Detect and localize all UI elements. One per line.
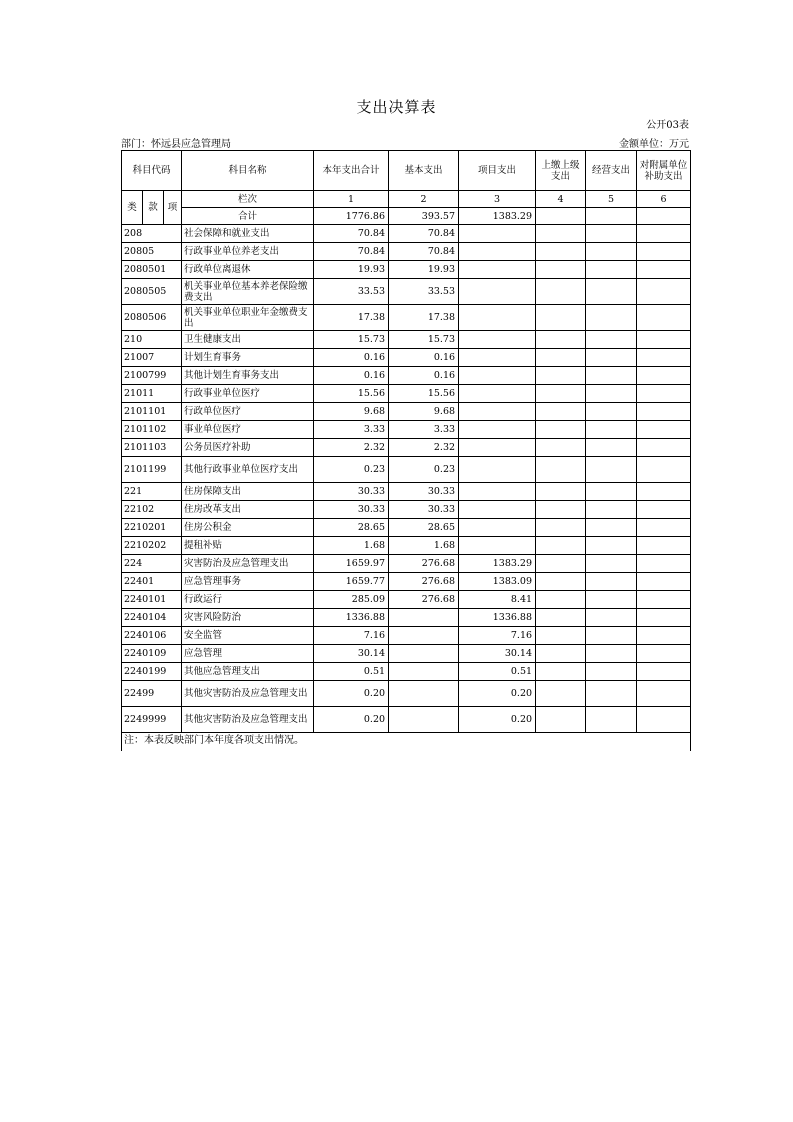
subject-code: 2101103: [122, 439, 182, 457]
table-row: [122, 367, 691, 385]
subject-name: 住房改革支出: [182, 501, 314, 519]
table-row: [122, 261, 691, 279]
column-number-5: 5: [586, 191, 637, 208]
amount-subsidiary: [637, 421, 691, 439]
amount-project: 8.41: [459, 591, 536, 609]
amount-project: [459, 331, 536, 349]
amount-business: [586, 501, 637, 519]
table-row: [122, 663, 691, 681]
amount-total: 30.14: [314, 645, 389, 663]
amount-project: [459, 225, 536, 243]
table-row: [122, 681, 691, 707]
subject-name: 灾害防治及应急管理支出: [182, 555, 314, 573]
amount-total: 1336.88: [314, 609, 389, 627]
amount-project: [459, 421, 536, 439]
amount-project: 1383.29: [459, 555, 536, 573]
amount-total: 1659.97: [314, 555, 389, 573]
amount-basic: 2.32: [389, 439, 459, 457]
amount-project: [459, 349, 536, 367]
table-row: [122, 225, 691, 243]
sum-project: 1383.29: [459, 208, 536, 225]
amount-project: 0.20: [459, 681, 536, 707]
subject-name: 机关事业单位基本养老保险缴费支出: [182, 279, 314, 305]
table-row: [122, 385, 691, 403]
amount-project: [459, 385, 536, 403]
subject-code: 2080501: [122, 261, 182, 279]
amount-subsidiary: [637, 645, 691, 663]
amount-business: [586, 537, 637, 555]
amount-subsidiary: [637, 225, 691, 243]
subject-code: 2240199: [122, 663, 182, 681]
header-basic: 基本支出: [389, 151, 459, 191]
amount-basic: 19.93: [389, 261, 459, 279]
subject-name: 计划生育事务: [182, 349, 314, 367]
amount-subsidiary: [637, 403, 691, 421]
subject-name: 公务员医疗补助: [182, 439, 314, 457]
column-label: 栏次: [182, 191, 314, 208]
amount-business: [586, 349, 637, 367]
subject-name: 安全监管: [182, 627, 314, 645]
amount-upper: [536, 279, 586, 305]
subject-code: 221: [122, 483, 182, 501]
amount-business: [586, 421, 637, 439]
table-row: [122, 609, 691, 627]
subject-code: 2101101: [122, 403, 182, 421]
amount-basic: 0.16: [389, 367, 459, 385]
amount-subsidiary: [637, 483, 691, 501]
header-upper: 上缴上级支出: [536, 151, 586, 191]
subject-name: 行政运行: [182, 591, 314, 609]
amount-business: [586, 573, 637, 591]
amount-subsidiary: [637, 243, 691, 261]
amount-upper: [536, 537, 586, 555]
amount-business: [586, 243, 637, 261]
table-row: [122, 421, 691, 439]
sum-business: [586, 208, 637, 225]
amount-business: [586, 457, 637, 483]
subject-name: 应急管理: [182, 645, 314, 663]
amount-project: [459, 367, 536, 385]
amount-basic: 0.16: [389, 349, 459, 367]
subject-code: 224: [122, 555, 182, 573]
amount-upper: [536, 645, 586, 663]
amount-project: [459, 305, 536, 331]
amount-total: 1.68: [314, 537, 389, 555]
subject-code: 2101199: [122, 457, 182, 483]
amount-unit-label: 金额单位：万元: [619, 139, 689, 150]
table-row: [122, 645, 691, 663]
amount-basic: [389, 627, 459, 645]
amount-subsidiary: [637, 537, 691, 555]
note-row: [122, 733, 691, 751]
amount-upper: [536, 261, 586, 279]
amount-subsidiary: [637, 609, 691, 627]
amount-basic: 17.38: [389, 305, 459, 331]
amount-subsidiary: [637, 573, 691, 591]
amount-total: 0.51: [314, 663, 389, 681]
amount-subsidiary: [637, 681, 691, 707]
amount-total: 3.33: [314, 421, 389, 439]
amount-project: [459, 439, 536, 457]
amount-business: [586, 305, 637, 331]
amount-basic: 70.84: [389, 225, 459, 243]
amount-business: [586, 555, 637, 573]
table-row: [122, 591, 691, 609]
subject-code: 2080506: [122, 305, 182, 331]
column-number-6: 6: [637, 191, 691, 208]
amount-basic: 3.33: [389, 421, 459, 439]
amount-business: [586, 609, 637, 627]
amount-total: 2.32: [314, 439, 389, 457]
table-row: [122, 519, 691, 537]
column-number-row: [122, 191, 691, 208]
amount-total: 0.20: [314, 707, 389, 733]
amount-business: [586, 403, 637, 421]
amount-total: 30.33: [314, 483, 389, 501]
subject-code: 2210202: [122, 537, 182, 555]
amount-project: 0.20: [459, 707, 536, 733]
page-title: 支出决算表: [356, 98, 437, 116]
amount-business: [586, 385, 637, 403]
amount-basic: 70.84: [389, 243, 459, 261]
amount-basic: 30.33: [389, 501, 459, 519]
amount-project: [459, 457, 536, 483]
column-number-4: 4: [536, 191, 586, 208]
amount-project: [459, 279, 536, 305]
header-name: 科目名称: [182, 151, 314, 191]
expenditure-table: [121, 150, 691, 751]
table-row: [122, 279, 691, 305]
amount-basic: 15.73: [389, 331, 459, 349]
amount-business: [586, 645, 637, 663]
amount-upper: [536, 483, 586, 501]
header-row: [122, 151, 691, 191]
amount-business: [586, 663, 637, 681]
sum-total: 1776.86: [314, 208, 389, 225]
subject-code: 21011: [122, 385, 182, 403]
subject-name: 提租补贴: [182, 537, 314, 555]
header-xiang: 项: [164, 191, 182, 225]
table-row: [122, 403, 691, 421]
table-row: [122, 331, 691, 349]
amount-basic: 15.56: [389, 385, 459, 403]
table-row: [122, 573, 691, 591]
amount-subsidiary: [637, 349, 691, 367]
amount-subsidiary: [637, 305, 691, 331]
subject-name: 其他灾害防治及应急管理支出: [182, 681, 314, 707]
amount-business: [586, 439, 637, 457]
amount-upper: [536, 421, 586, 439]
header-code: 科目代码: [122, 151, 182, 191]
amount-basic: [389, 609, 459, 627]
amount-upper: [536, 243, 586, 261]
subject-name: 住房公积金: [182, 519, 314, 537]
subject-code: 208: [122, 225, 182, 243]
subject-code: 2240104: [122, 609, 182, 627]
sum-upper: [536, 208, 586, 225]
amount-project: [459, 243, 536, 261]
amount-subsidiary: [637, 663, 691, 681]
amount-total: 70.84: [314, 225, 389, 243]
subject-name: 其他应急管理支出: [182, 663, 314, 681]
subject-code: 210: [122, 331, 182, 349]
amount-upper: [536, 609, 586, 627]
table-row: [122, 439, 691, 457]
header-business: 经营支出: [586, 151, 637, 191]
table-row: [122, 537, 691, 555]
amount-business: [586, 681, 637, 707]
amount-total: 7.16: [314, 627, 389, 645]
amount-upper: [536, 225, 586, 243]
header-project: 项目支出: [459, 151, 536, 191]
amount-total: 19.93: [314, 261, 389, 279]
amount-subsidiary: [637, 627, 691, 645]
amount-business: [586, 519, 637, 537]
subject-name: 应急管理事务: [182, 573, 314, 591]
column-number-3: 3: [459, 191, 536, 208]
subject-name: 事业单位医疗: [182, 421, 314, 439]
amount-basic: 276.68: [389, 591, 459, 609]
amount-subsidiary: [637, 367, 691, 385]
amount-total: 15.56: [314, 385, 389, 403]
amount-business: [586, 261, 637, 279]
amount-project: 7.16: [459, 627, 536, 645]
amount-business: [586, 367, 637, 385]
subject-name: 住房保障支出: [182, 483, 314, 501]
amount-upper: [536, 573, 586, 591]
amount-subsidiary: [637, 555, 691, 573]
sum-label: 合计: [182, 208, 314, 225]
amount-subsidiary: [637, 457, 691, 483]
amount-basic: 0.23: [389, 457, 459, 483]
subject-code: 20805: [122, 243, 182, 261]
table-row: [122, 555, 691, 573]
subject-name: 其他灾害防治及应急管理支出: [182, 707, 314, 733]
amount-business: [586, 483, 637, 501]
amount-total: 285.09: [314, 591, 389, 609]
header-subsidiary: 对附属单位补助支出: [637, 151, 691, 191]
amount-total: 1659.77: [314, 573, 389, 591]
amount-total: 15.73: [314, 331, 389, 349]
amount-business: [586, 627, 637, 645]
amount-project: [459, 537, 536, 555]
amount-project: 1336.88: [459, 609, 536, 627]
amount-upper: [536, 403, 586, 421]
subject-name: 机关事业单位职业年金缴费支出: [182, 305, 314, 331]
amount-upper: [536, 519, 586, 537]
amount-total: 30.33: [314, 501, 389, 519]
subject-name: 行政事业单位医疗: [182, 385, 314, 403]
column-number-2: 2: [389, 191, 459, 208]
amount-subsidiary: [637, 707, 691, 733]
table-row: [122, 457, 691, 483]
table-row: [122, 305, 691, 331]
header-total: 本年支出合计: [314, 151, 389, 191]
amount-subsidiary: [637, 261, 691, 279]
subject-name: 卫生健康支出: [182, 331, 314, 349]
amount-upper: [536, 627, 586, 645]
form-number: 公开03表: [646, 120, 689, 131]
amount-subsidiary: [637, 591, 691, 609]
subject-name: 行政单位医疗: [182, 403, 314, 421]
amount-subsidiary: [637, 439, 691, 457]
amount-basic: 276.68: [389, 555, 459, 573]
subject-code: 2249999: [122, 707, 182, 733]
amount-subsidiary: [637, 519, 691, 537]
amount-project: [459, 501, 536, 519]
subject-name: 行政事业单位养老支出: [182, 243, 314, 261]
amount-project: 30.14: [459, 645, 536, 663]
subject-code: 2101102: [122, 421, 182, 439]
amount-subsidiary: [637, 501, 691, 519]
table-row: [122, 349, 691, 367]
amount-upper: [536, 591, 586, 609]
amount-upper: [536, 457, 586, 483]
subject-name: 其他行政事业单位医疗支出: [182, 457, 314, 483]
amount-project: [459, 261, 536, 279]
subject-code: 21007: [122, 349, 182, 367]
amount-total: 0.20: [314, 681, 389, 707]
amount-total: 0.16: [314, 367, 389, 385]
amount-project: 0.51: [459, 663, 536, 681]
amount-project: 1383.09: [459, 573, 536, 591]
header-lei: 类: [122, 191, 143, 225]
amount-project: [459, 403, 536, 421]
subject-code: 22401: [122, 573, 182, 591]
amount-basic: 33.53: [389, 279, 459, 305]
amount-basic: 28.65: [389, 519, 459, 537]
sum-row: [122, 208, 691, 225]
sum-basic: 393.57: [389, 208, 459, 225]
subject-name: 其他计划生育事务支出: [182, 367, 314, 385]
header-kuan: 款: [143, 191, 164, 225]
subject-name: 社会保障和就业支出: [182, 225, 314, 243]
amount-basic: [389, 645, 459, 663]
amount-subsidiary: [637, 331, 691, 349]
amount-subsidiary: [637, 279, 691, 305]
amount-project: [459, 519, 536, 537]
amount-upper: [536, 349, 586, 367]
amount-upper: [536, 439, 586, 457]
sum-subsidiary: [637, 208, 691, 225]
amount-basic: [389, 681, 459, 707]
amount-subsidiary: [637, 385, 691, 403]
amount-basic: 30.33: [389, 483, 459, 501]
amount-upper: [536, 305, 586, 331]
amount-upper: [536, 707, 586, 733]
amount-total: 33.53: [314, 279, 389, 305]
table-row: [122, 501, 691, 519]
amount-total: 70.84: [314, 243, 389, 261]
amount-upper: [536, 663, 586, 681]
amount-basic: 1.68: [389, 537, 459, 555]
subject-code: 2240109: [122, 645, 182, 663]
amount-business: [586, 279, 637, 305]
table-row: [122, 243, 691, 261]
amount-total: 0.23: [314, 457, 389, 483]
amount-total: 28.65: [314, 519, 389, 537]
column-number-1: 1: [314, 191, 389, 208]
subject-name: 灾害风险防治: [182, 609, 314, 627]
table-row: [122, 707, 691, 733]
subject-code: 2240101: [122, 591, 182, 609]
amount-business: [586, 331, 637, 349]
subject-code: 2210201: [122, 519, 182, 537]
amount-project: [459, 483, 536, 501]
table-row: [122, 483, 691, 501]
subject-code: 2080505: [122, 279, 182, 305]
amount-business: [586, 591, 637, 609]
amount-upper: [536, 367, 586, 385]
subject-code: 2240106: [122, 627, 182, 645]
amount-upper: [536, 331, 586, 349]
amount-basic: [389, 663, 459, 681]
subject-code: 22499: [122, 681, 182, 707]
amount-total: 17.38: [314, 305, 389, 331]
table-note: 注：本表反映部门本年度各项支出情况。: [122, 733, 691, 751]
subject-code: 2100799: [122, 367, 182, 385]
amount-basic: 276.68: [389, 573, 459, 591]
subject-code: 22102: [122, 501, 182, 519]
amount-total: 9.68: [314, 403, 389, 421]
amount-upper: [536, 681, 586, 707]
amount-total: 0.16: [314, 349, 389, 367]
amount-upper: [536, 385, 586, 403]
amount-business: [586, 225, 637, 243]
amount-basic: [389, 707, 459, 733]
amount-upper: [536, 501, 586, 519]
amount-upper: [536, 555, 586, 573]
subject-name: 行政单位离退休: [182, 261, 314, 279]
amount-basic: 9.68: [389, 403, 459, 421]
department-label: 部门：怀远县应急管理局: [121, 139, 231, 150]
amount-business: [586, 707, 637, 733]
table-row: [122, 627, 691, 645]
